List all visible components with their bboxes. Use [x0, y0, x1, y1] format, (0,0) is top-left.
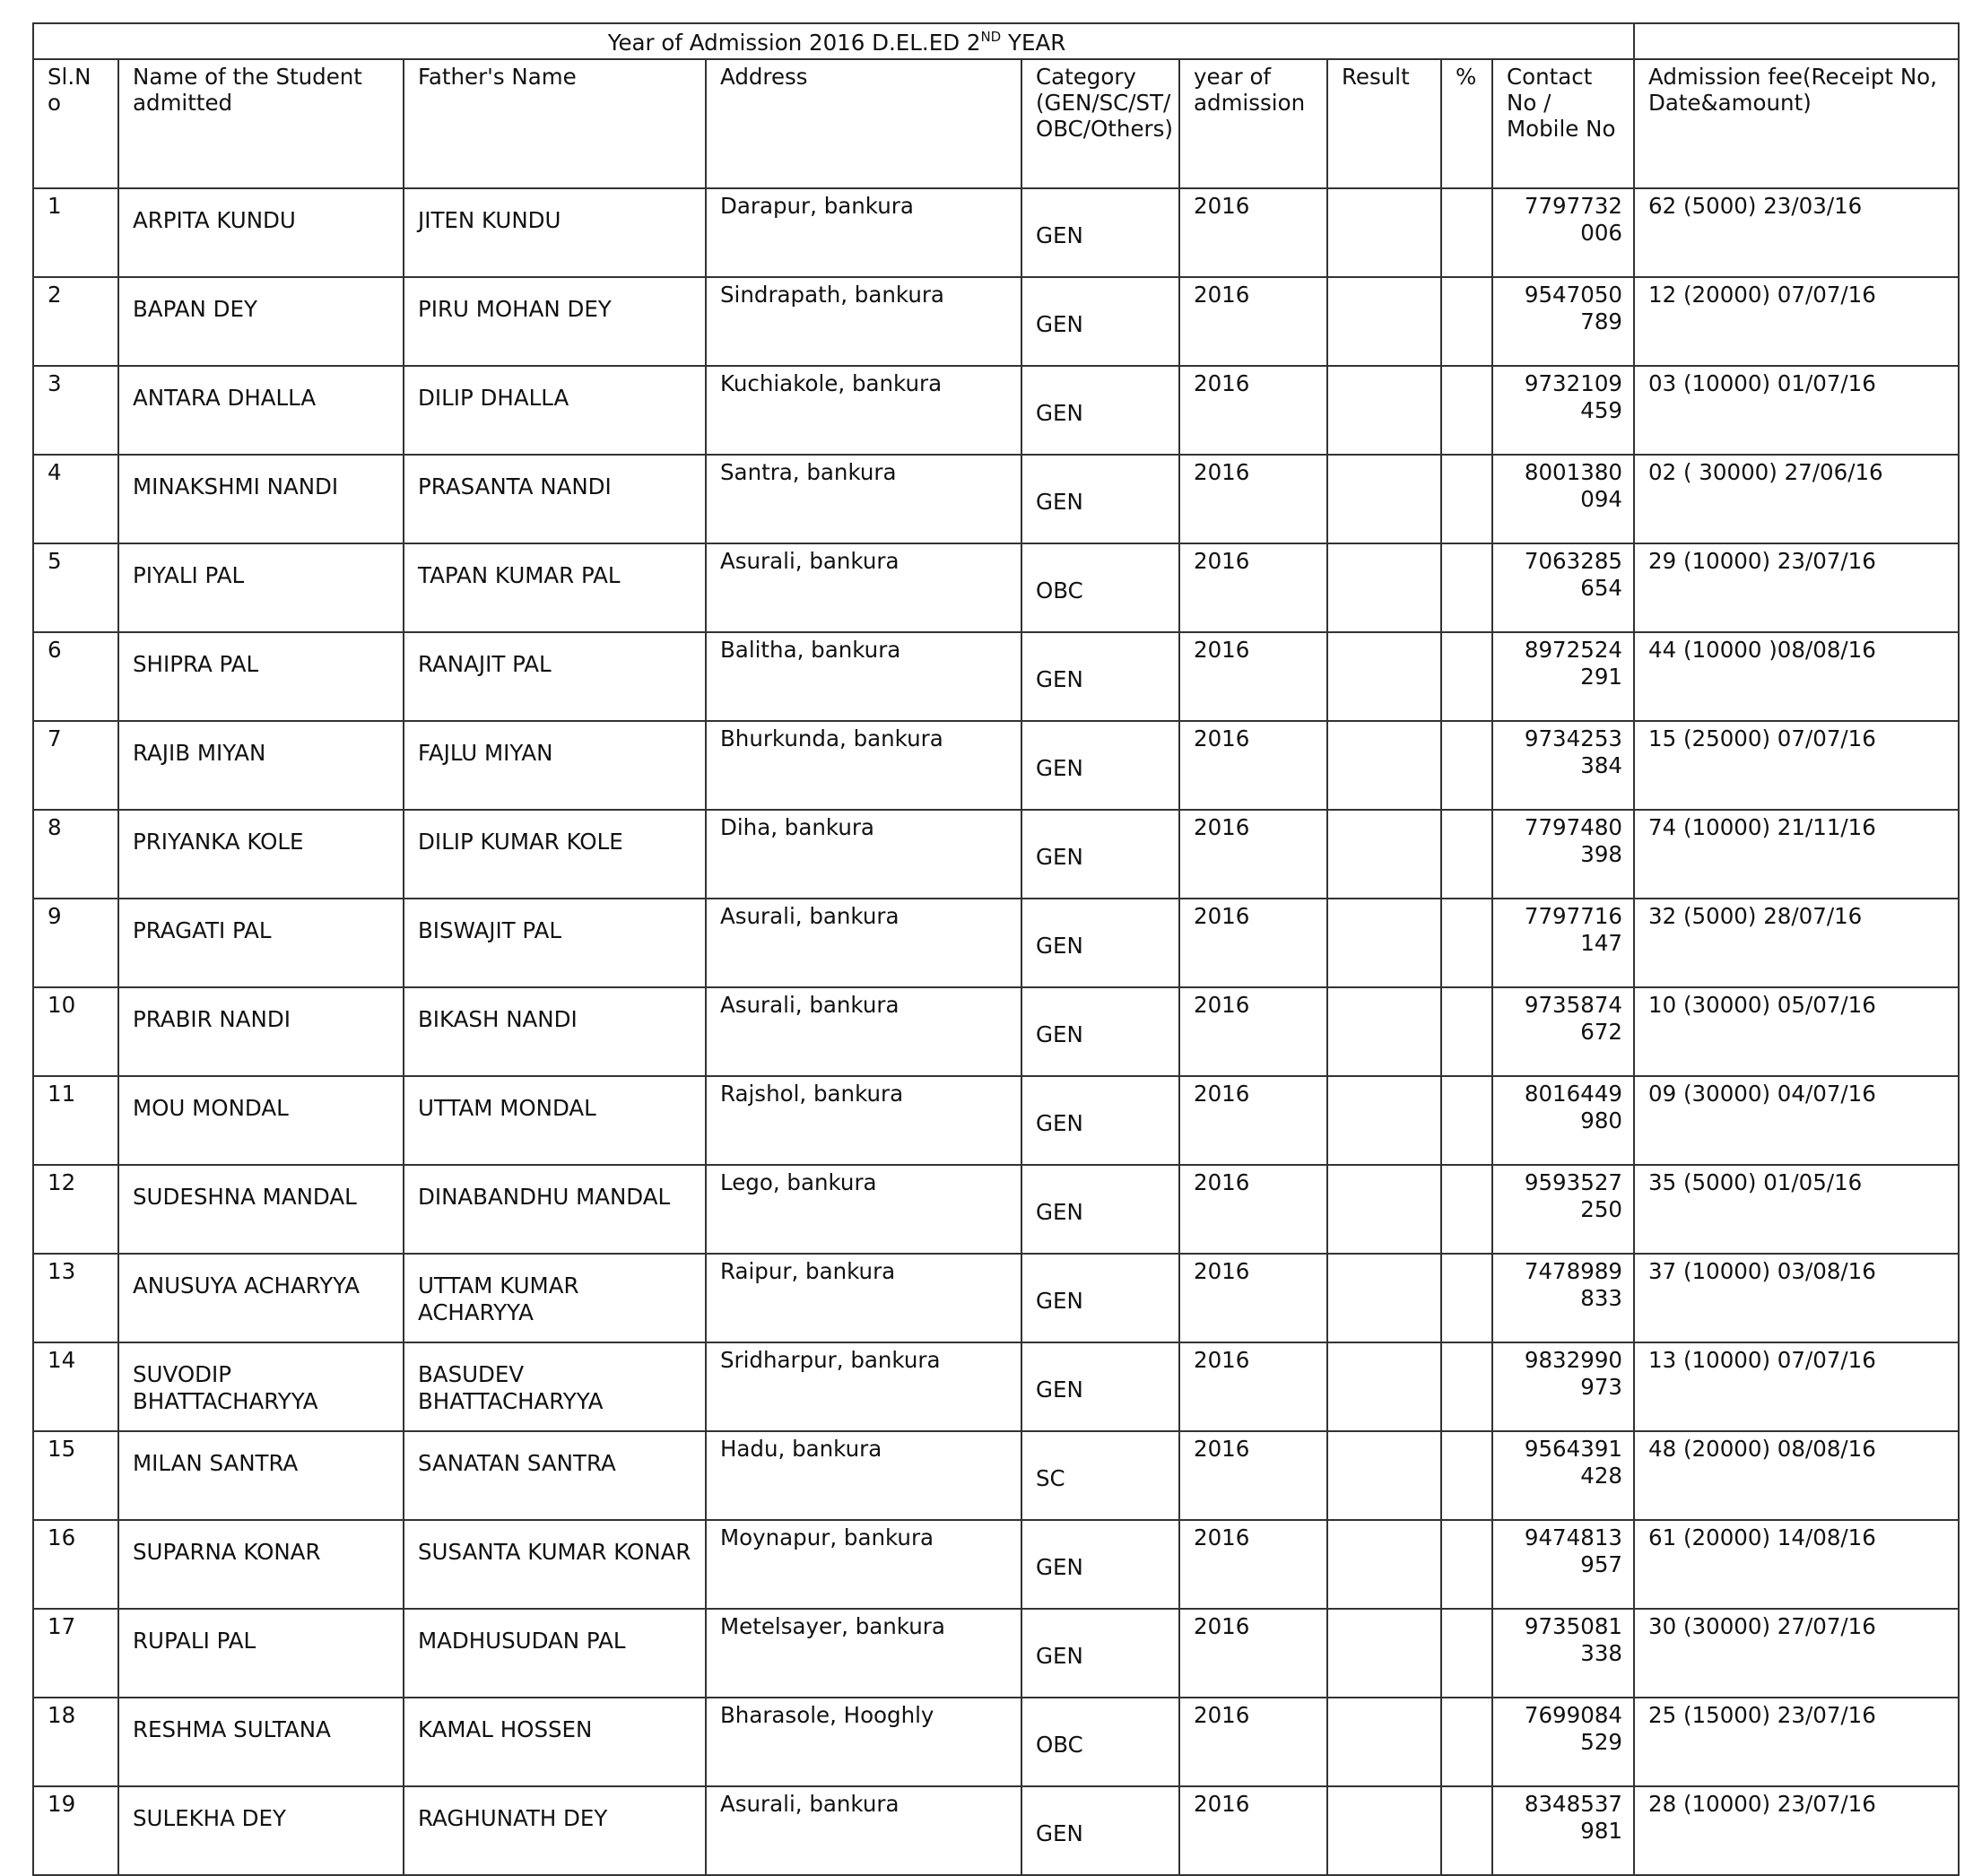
contact-number-part: 398 — [1580, 841, 1622, 867]
header-sl-no: Sl.N o — [33, 59, 118, 188]
cell-category: OBC — [1021, 543, 1179, 632]
cell-address: Metelsayer, bankura — [706, 1609, 1021, 1698]
cell-contact — [1492, 277, 1634, 366]
title-row — [33, 23, 1959, 59]
cell-category: GEN — [1021, 188, 1179, 277]
contact-number-part: 9474813 — [1524, 1524, 1622, 1550]
contact-number-part: 9564391 — [1524, 1436, 1622, 1462]
contact-number-part: 8016449 — [1524, 1081, 1622, 1107]
cell-percent — [1441, 277, 1492, 366]
cell-address: Lego, bankura — [706, 1165, 1021, 1254]
cell-percent — [1441, 1431, 1492, 1520]
cell-fee: 28 (10000) 23/07/16 — [1634, 1786, 1959, 1875]
cell-contact — [1492, 188, 1634, 277]
cell-percent — [1441, 1165, 1492, 1254]
cell-sl-no: 13 — [33, 1254, 118, 1342]
cell-father-name: UTTAM KUMAR ACHARYYA — [404, 1254, 706, 1342]
cell-student-name: ANUSUYA ACHARYYA — [118, 1254, 404, 1342]
cell-category: GEN — [1021, 632, 1179, 721]
contact-number-part: 291 — [1580, 664, 1622, 690]
header-percent: % — [1441, 59, 1492, 188]
contact-number-part: 006 — [1580, 220, 1622, 246]
cell-result — [1327, 1254, 1441, 1342]
cell-category: GEN — [1021, 366, 1179, 455]
cell-year: 2016 — [1179, 1698, 1327, 1786]
admission-table — [32, 22, 1960, 1876]
cell-fee: 44 (10000 )08/08/16 — [1634, 632, 1959, 721]
cell-sl-no: 11 — [33, 1076, 118, 1165]
cell-year: 2016 — [1179, 455, 1327, 543]
table-row — [33, 543, 1959, 632]
cell-contact — [1492, 1342, 1634, 1431]
header-year: year of admission — [1179, 59, 1327, 188]
cell-father-name: DILIP DHALLA — [404, 366, 706, 455]
cell-percent — [1441, 721, 1492, 810]
contact-number-part: 7797480 — [1524, 814, 1622, 840]
cell-year: 2016 — [1179, 1431, 1327, 1520]
header-student-name: Name of the Student admitted — [118, 59, 404, 188]
cell-address: Sindrapath, bankura — [706, 277, 1021, 366]
contact-number-part: 9832990 — [1524, 1347, 1622, 1373]
table-row — [33, 810, 1959, 899]
contact-number-part: 384 — [1580, 752, 1622, 778]
cell-result — [1327, 1520, 1441, 1609]
cell-contact — [1492, 1254, 1634, 1342]
table-row — [33, 721, 1959, 810]
cell-sl-no: 8 — [33, 810, 118, 899]
cell-student-name: PIYALI PAL — [118, 543, 404, 632]
cell-student-name: ARPITA KUNDU — [118, 188, 404, 277]
contact-number-part: 957 — [1580, 1551, 1622, 1577]
cell-percent — [1441, 1786, 1492, 1875]
cell-percent — [1441, 810, 1492, 899]
header-result: Result — [1327, 59, 1441, 188]
cell-category: GEN — [1021, 277, 1179, 366]
cell-address: Asurali, bankura — [706, 1786, 1021, 1875]
contact-number-part: 250 — [1580, 1196, 1622, 1222]
cell-contact — [1492, 366, 1634, 455]
header-address: Address — [706, 59, 1021, 188]
table-row — [33, 899, 1959, 987]
cell-contact — [1492, 1786, 1634, 1875]
cell-result — [1327, 721, 1441, 810]
contact-number-part: 147 — [1580, 930, 1622, 956]
cell-address: Sridharpur, bankura — [706, 1342, 1021, 1431]
contact-number-part: 981 — [1580, 1818, 1622, 1844]
title-blank-cell — [1634, 23, 1959, 59]
cell-student-name: MOU MONDAL — [118, 1076, 404, 1165]
cell-address: Asurali, bankura — [706, 543, 1021, 632]
cell-contact — [1492, 1698, 1634, 1786]
cell-sl-no: 17 — [33, 1609, 118, 1698]
cell-student-name: RAJIB MIYAN — [118, 721, 404, 810]
contact-number-part: 9547050 — [1524, 282, 1622, 308]
contact-number-part: 9735081 — [1524, 1613, 1622, 1639]
cell-fee: 12 (20000) 07/07/16 — [1634, 277, 1959, 366]
cell-father-name: PIRU MOHAN DEY — [404, 277, 706, 366]
cell-year: 2016 — [1179, 1165, 1327, 1254]
cell-result — [1327, 543, 1441, 632]
cell-year: 2016 — [1179, 810, 1327, 899]
cell-result — [1327, 1786, 1441, 1875]
table-row — [33, 1520, 1959, 1609]
cell-fee: 03 (10000) 01/07/16 — [1634, 366, 1959, 455]
cell-sl-no: 1 — [33, 188, 118, 277]
cell-year: 2016 — [1179, 1609, 1327, 1698]
cell-year: 2016 — [1179, 1786, 1327, 1875]
cell-address: Diha, bankura — [706, 810, 1021, 899]
cell-fee: 48 (20000) 08/08/16 — [1634, 1431, 1959, 1520]
title-suffix: YEAR — [1001, 30, 1066, 56]
cell-contact — [1492, 810, 1634, 899]
cell-sl-no: 9 — [33, 899, 118, 987]
cell-fee: 29 (10000) 23/07/16 — [1634, 543, 1959, 632]
cell-category: GEN — [1021, 1254, 1179, 1342]
cell-year: 2016 — [1179, 1520, 1327, 1609]
cell-address: Kuchiakole, bankura — [706, 366, 1021, 455]
contact-number-part: 833 — [1580, 1285, 1622, 1311]
cell-address: Santra, bankura — [706, 455, 1021, 543]
cell-address: Bharasole, Hooghly — [706, 1698, 1021, 1786]
cell-percent — [1441, 455, 1492, 543]
cell-father-name: TAPAN KUMAR PAL — [404, 543, 706, 632]
document-title — [33, 23, 1634, 59]
contact-number-part: 7797716 — [1524, 903, 1622, 929]
contact-number-part: 7699084 — [1524, 1702, 1622, 1728]
cell-year: 2016 — [1179, 277, 1327, 366]
contact-number-part: 7797732 — [1524, 193, 1622, 219]
cell-father-name: RAGHUNATH DEY — [404, 1786, 706, 1875]
contact-number-part: 094 — [1580, 486, 1622, 512]
cell-sl-no: 10 — [33, 987, 118, 1076]
contact-number-part: 529 — [1580, 1729, 1622, 1755]
cell-category: GEN — [1021, 1520, 1179, 1609]
cell-father-name: KAMAL HOSSEN — [404, 1698, 706, 1786]
cell-category: GEN — [1021, 1342, 1179, 1431]
cell-fee: 15 (25000) 07/07/16 — [1634, 721, 1959, 810]
cell-percent — [1441, 543, 1492, 632]
table-row — [33, 1076, 1959, 1165]
cell-year: 2016 — [1179, 366, 1327, 455]
cell-contact — [1492, 899, 1634, 987]
cell-fee: 32 (5000) 28/07/16 — [1634, 899, 1959, 987]
cell-address: Moynapur, bankura — [706, 1520, 1021, 1609]
cell-contact — [1492, 1076, 1634, 1165]
cell-result — [1327, 277, 1441, 366]
cell-student-name: MILAN SANTRA — [118, 1431, 404, 1520]
cell-sl-no: 16 — [33, 1520, 118, 1609]
cell-category: GEN — [1021, 899, 1179, 987]
cell-year: 2016 — [1179, 899, 1327, 987]
cell-percent — [1441, 1698, 1492, 1786]
cell-address: Hadu, bankura — [706, 1431, 1021, 1520]
table-row — [33, 1786, 1959, 1875]
cell-student-name: PRAGATI PAL — [118, 899, 404, 987]
cell-result — [1327, 1342, 1441, 1431]
cell-student-name: SULEKHA DEY — [118, 1786, 404, 1875]
table-row — [33, 188, 1959, 277]
header-category: Category (GEN/SC/ST/ OBC/Others) — [1021, 59, 1179, 188]
contact-number-part: 8972524 — [1524, 637, 1622, 663]
cell-percent — [1441, 632, 1492, 721]
cell-student-name: SUDESHNA MANDAL — [118, 1165, 404, 1254]
cell-result — [1327, 1165, 1441, 1254]
cell-address: Balitha, bankura — [706, 632, 1021, 721]
cell-contact — [1492, 1165, 1634, 1254]
contact-number-part: 428 — [1580, 1463, 1622, 1489]
contact-number-part: 7478989 — [1524, 1258, 1622, 1284]
header-father-name: Father's Name — [404, 59, 706, 188]
cell-student-name: PRABIR NANDI — [118, 987, 404, 1076]
cell-category: GEN — [1021, 1609, 1179, 1698]
cell-result — [1327, 188, 1441, 277]
cell-year: 2016 — [1179, 1342, 1327, 1431]
cell-fee: 13 (10000) 07/07/16 — [1634, 1342, 1959, 1431]
cell-result — [1327, 1609, 1441, 1698]
cell-sl-no: 3 — [33, 366, 118, 455]
cell-percent — [1441, 1254, 1492, 1342]
contact-number-part: 338 — [1580, 1640, 1622, 1666]
table-row — [33, 455, 1959, 543]
contact-number-part: 8001380 — [1524, 459, 1622, 485]
cell-percent — [1441, 1609, 1492, 1698]
cell-contact — [1492, 987, 1634, 1076]
cell-student-name: SUPARNA KONAR — [118, 1520, 404, 1609]
cell-contact — [1492, 1431, 1634, 1520]
table-row — [33, 1609, 1959, 1698]
cell-student-name: RUPALI PAL — [118, 1609, 404, 1698]
cell-category: GEN — [1021, 810, 1179, 899]
contact-number-part: 980 — [1580, 1107, 1622, 1133]
title-prefix: Year of Admission 2016 D.EL.ED 2 — [607, 30, 981, 56]
cell-father-name: MADHUSUDAN PAL — [404, 1609, 706, 1698]
cell-percent — [1441, 987, 1492, 1076]
contact-number-part: 9593527 — [1524, 1169, 1622, 1195]
contact-number-part: 654 — [1580, 575, 1622, 601]
cell-result — [1327, 455, 1441, 543]
cell-fee: 25 (15000) 23/07/16 — [1634, 1698, 1959, 1786]
table-row — [33, 1431, 1959, 1520]
cell-father-name: BIKASH NANDI — [404, 987, 706, 1076]
table-row — [33, 1342, 1959, 1431]
cell-category: GEN — [1021, 455, 1179, 543]
cell-result — [1327, 987, 1441, 1076]
cell-fee: 62 (5000) 23/03/16 — [1634, 188, 1959, 277]
cell-father-name: SUSANTA KUMAR KONAR — [404, 1520, 706, 1609]
cell-year: 2016 — [1179, 188, 1327, 277]
cell-student-name: BAPAN DEY — [118, 277, 404, 366]
cell-student-name: MINAKSHMI NANDI — [118, 455, 404, 543]
cell-result — [1327, 1698, 1441, 1786]
cell-result — [1327, 1076, 1441, 1165]
cell-student-name: ANTARA DHALLA — [118, 366, 404, 455]
cell-year: 2016 — [1179, 543, 1327, 632]
contact-number-part: 7063285 — [1524, 548, 1622, 574]
cell-percent — [1441, 1342, 1492, 1431]
cell-father-name: FAJLU MIYAN — [404, 721, 706, 810]
cell-year: 2016 — [1179, 1254, 1327, 1342]
cell-category: OBC — [1021, 1698, 1179, 1786]
cell-category: SC — [1021, 1431, 1179, 1520]
contact-number-part: 9732109 — [1524, 370, 1622, 396]
cell-contact — [1492, 1520, 1634, 1609]
header-contact: Contact No / Mobile No — [1492, 59, 1634, 188]
cell-fee: 02 ( 30000) 27/06/16 — [1634, 455, 1959, 543]
cell-fee: 35 (5000) 01/05/16 — [1634, 1165, 1959, 1254]
table-row — [33, 632, 1959, 721]
cell-year: 2016 — [1179, 987, 1327, 1076]
cell-year: 2016 — [1179, 1076, 1327, 1165]
cell-student-name: PRIYANKA KOLE — [118, 810, 404, 899]
cell-contact — [1492, 455, 1634, 543]
cell-address: Bhurkunda, bankura — [706, 721, 1021, 810]
cell-address: Raipur, bankura — [706, 1254, 1021, 1342]
cell-fee: 30 (30000) 27/07/16 — [1634, 1609, 1959, 1698]
table-row — [33, 1698, 1959, 1786]
cell-sl-no: 14 — [33, 1342, 118, 1431]
contact-number-part: 9734253 — [1524, 725, 1622, 751]
contact-number-part: 672 — [1580, 1019, 1622, 1045]
cell-sl-no: 5 — [33, 543, 118, 632]
cell-sl-no: 2 — [33, 277, 118, 366]
contact-number-part: 459 — [1580, 397, 1622, 423]
cell-result — [1327, 810, 1441, 899]
cell-address: Asurali, bankura — [706, 987, 1021, 1076]
cell-father-name: BISWAJIT PAL — [404, 899, 706, 987]
cell-address: Darapur, bankura — [706, 188, 1021, 277]
cell-result — [1327, 366, 1441, 455]
cell-father-name: SANATAN SANTRA — [404, 1431, 706, 1520]
cell-contact — [1492, 543, 1634, 632]
cell-contact — [1492, 721, 1634, 810]
cell-category: GEN — [1021, 1165, 1179, 1254]
cell-father-name: PRASANTA NANDI — [404, 455, 706, 543]
cell-result — [1327, 899, 1441, 987]
cell-fee: 61 (20000) 14/08/16 — [1634, 1520, 1959, 1609]
cell-fee: 09 (30000) 04/07/16 — [1634, 1076, 1959, 1165]
cell-category: GEN — [1021, 1786, 1179, 1875]
cell-student-name: SUVODIP BHATTACHARYYA — [118, 1342, 404, 1431]
cell-percent — [1441, 366, 1492, 455]
cell-father-name: JITEN KUNDU — [404, 188, 706, 277]
cell-father-name: UTTAM MONDAL — [404, 1076, 706, 1165]
cell-sl-no: 19 — [33, 1786, 118, 1875]
contact-number-part: 8348537 — [1524, 1791, 1622, 1817]
cell-contact — [1492, 632, 1634, 721]
cell-sl-no: 18 — [33, 1698, 118, 1786]
cell-sl-no: 7 — [33, 721, 118, 810]
cell-sl-no: 12 — [33, 1165, 118, 1254]
title-superscript: ND — [980, 29, 1002, 45]
cell-father-name: BASUDEV BHATTACHARYYA — [404, 1342, 706, 1431]
cell-sl-no: 6 — [33, 632, 118, 721]
cell-result — [1327, 1431, 1441, 1520]
cell-sl-no: 15 — [33, 1431, 118, 1520]
cell-year: 2016 — [1179, 632, 1327, 721]
cell-fee: 10 (30000) 05/07/16 — [1634, 987, 1959, 1076]
cell-contact — [1492, 1609, 1634, 1698]
table-row — [33, 987, 1959, 1076]
cell-sl-no: 4 — [33, 455, 118, 543]
cell-father-name: RANAJIT PAL — [404, 632, 706, 721]
cell-percent — [1441, 188, 1492, 277]
cell-father-name: DINABANDHU MANDAL — [404, 1165, 706, 1254]
cell-result — [1327, 632, 1441, 721]
contact-number-part: 973 — [1580, 1374, 1622, 1400]
table-row — [33, 1254, 1959, 1342]
cell-fee: 37 (10000) 03/08/16 — [1634, 1254, 1959, 1342]
cell-address: Asurali, bankura — [706, 899, 1021, 987]
cell-category: GEN — [1021, 1076, 1179, 1165]
table-row — [33, 1165, 1959, 1254]
cell-percent — [1441, 899, 1492, 987]
cell-student-name: SHIPRA PAL — [118, 632, 404, 721]
cell-category: GEN — [1021, 721, 1179, 810]
header-row — [33, 59, 1959, 188]
header-fee: Admission fee(Receipt No, Date&amount) — [1634, 59, 1959, 188]
contact-number-part: 789 — [1580, 308, 1622, 334]
contact-number-part: 9735874 — [1524, 992, 1622, 1018]
cell-address: Rajshol, bankura — [706, 1076, 1021, 1165]
cell-student-name: RESHMA SULTANA — [118, 1698, 404, 1786]
cell-category: GEN — [1021, 987, 1179, 1076]
cell-percent — [1441, 1520, 1492, 1609]
table-row — [33, 366, 1959, 455]
table-row — [33, 277, 1959, 366]
cell-year: 2016 — [1179, 721, 1327, 810]
cell-fee: 74 (10000) 21/11/16 — [1634, 810, 1959, 899]
cell-percent — [1441, 1076, 1492, 1165]
cell-father-name: DILIP KUMAR KOLE — [404, 810, 706, 899]
